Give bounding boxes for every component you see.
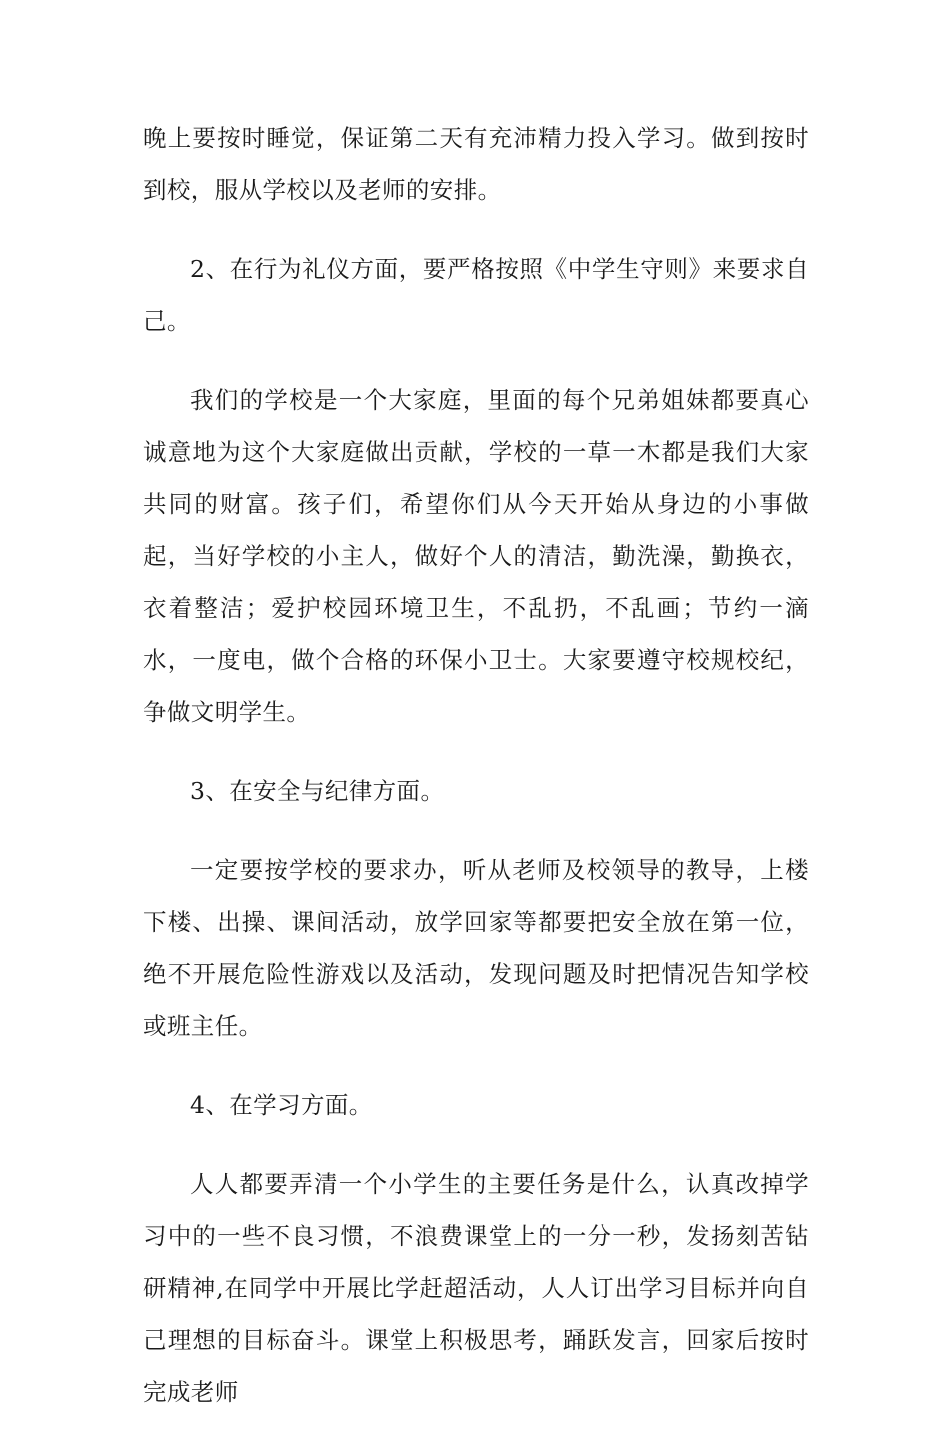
paragraph-3: 我们的学校是一个大家庭，里面的每个兄弟姐妹都要真心诚意地为这个大家庭做出贡献，学校的一草一木都是我们大家共同的财富。孩子们，希望你们从今天开始从身边的小事做起，当好学校的小主人，做好个人的清洁，勤洗澡，勤换衣，衣着整洁；爱护校园环境卫生，不乱扔，不乱画；节约一滴水，一度电，做个合格的环保小卫士。大家要遵守校规校纪，争做文明学生。 xyxy=(143,386,809,726)
paragraph-6: 4、在学习方面。 xyxy=(190,1091,373,1119)
paragraph-7: 人人都要弄清一个小学生的主要任务是什么，认真改掉学习中的一些不良习惯，不浪费课堂上的一分一秒，发扬刻苦钻研精神,在同学中开展比学赶超活动，人人订出学习目标并向自己理想的目标奋斗。课堂上积极思考，踊跃发言，回家后按时完成老师 xyxy=(143,1170,809,1406)
paragraph-2: 2、在行为礼仪方面，要严格按照《中学生守则》来要求自己。 xyxy=(143,255,809,335)
paragraph-4: 3、在安全与纪律方面。 xyxy=(190,777,445,805)
document-body xyxy=(143,112,809,1445)
paragraph-1: 晚上要按时睡觉，保证第二天有充沛精力投入学习。做到按时到校，服从学校以及老师的安排。 xyxy=(143,124,809,204)
paragraph-5: 一定要按学校的要求办，听从老师及校领导的教导，上楼下楼、出操、课间活动，放学回家等都要把安全放在第一位，绝不开展危险性游戏以及活动，发现问题及时把情况告知学校或班主任。 xyxy=(143,856,809,1040)
